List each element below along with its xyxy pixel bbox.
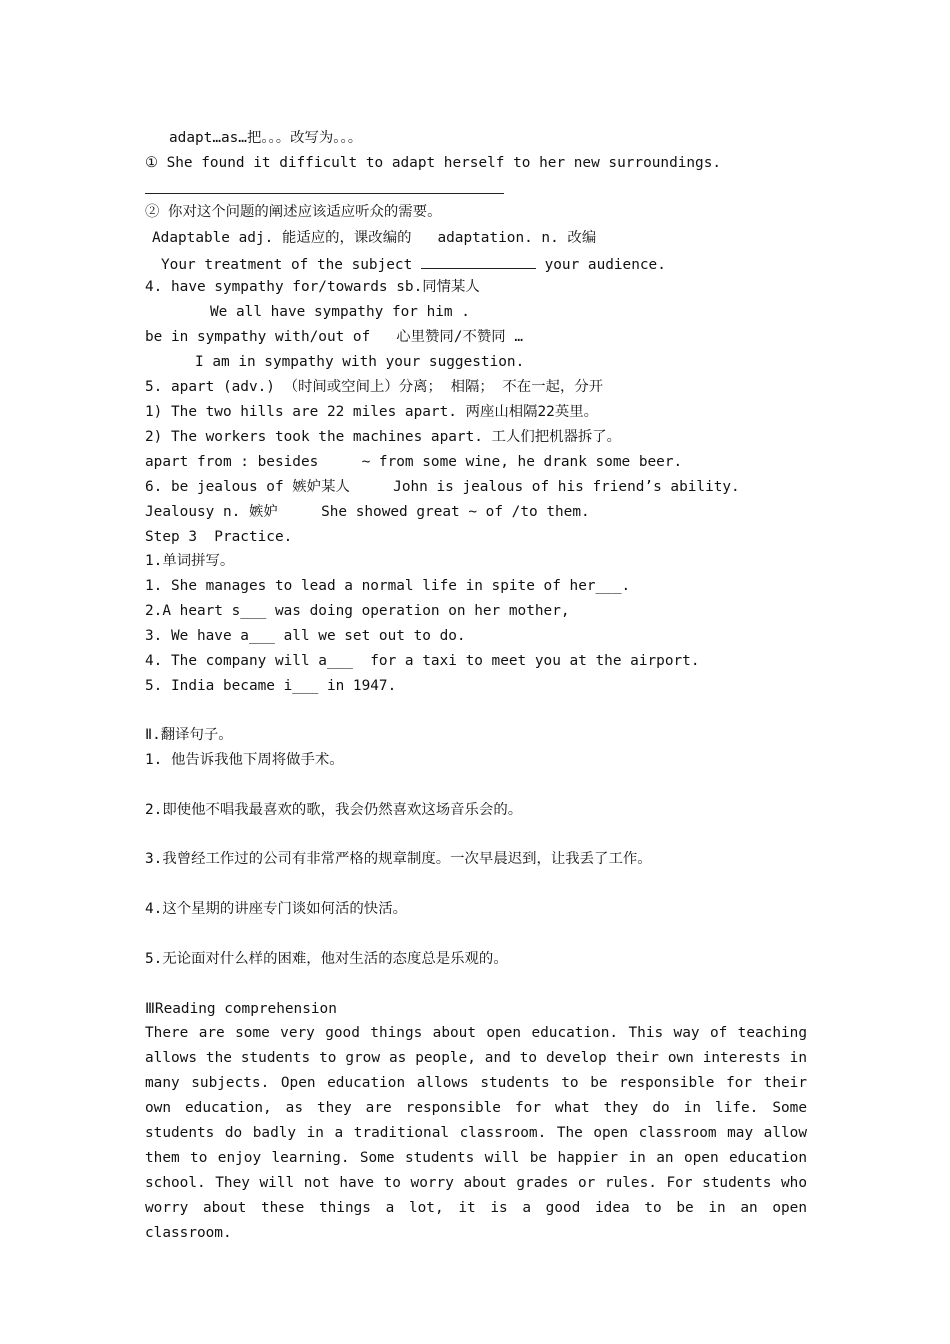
adaptable-definition: Adaptable adj. 能适应的，课改编的 adaptation. n. 改编: [152, 230, 597, 246]
answer-blank-line: [145, 193, 504, 194]
spelling-item-2: 2.A heart s___ was doing operation on her mother,: [145, 603, 570, 619]
translation-item-3: 3.我曾经工作过的公司有非常严格的规章制度。一次早晨迟到，让我丢了工作。: [145, 851, 652, 867]
example-sentence-2: ② 你对这个问题的阐述应该适应听众的需要。: [145, 204, 442, 220]
jealous-heading: 6. be jealous of 嫉妒某人 John is jealous of his friend’s ability.: [145, 479, 740, 495]
sympathy-heading: 4. have sympathy for/towards sb.同情某人: [145, 279, 480, 295]
apart-from-line: apart from : besides ~ from some wine, he drank some beer.: [145, 454, 683, 470]
in-sympathy-example: I am in sympathy with your suggestion.: [195, 354, 525, 370]
spelling-item-3: 3. We have a___ all we set out to do.: [145, 628, 466, 644]
sympathy-example: We all have sympathy for him .: [210, 304, 470, 320]
translation-item-1: 1. 他告诉我他下周将做手术。: [145, 752, 344, 768]
translation-heading: Ⅱ.翻译句子。: [145, 727, 233, 743]
translation-item-2: 2.即使他不唱我最喜欢的歌，我会仍然喜欢这场音乐会的。: [145, 802, 523, 818]
jealousy-line: Jealousy n. 嫉妒 She showed great ~ of /to them.: [145, 504, 590, 520]
example-sentence-1: ① She found it difficult to adapt herself to her new surroundings.: [145, 155, 722, 171]
treatment-sentence-end: your audience.: [535, 257, 666, 273]
apart-heading: 5. apart (adv.) （时间或空间上）分离； 相隔； 不在一起，分开: [145, 379, 604, 395]
treatment-sentence-start: Your treatment of the subject: [161, 257, 421, 273]
spelling-item-1: 1. She manages to lead a normal life in spite of her___.: [145, 578, 631, 594]
translation-item-5: 5.无论面对什么样的困难，他对生活的态度总是乐观的。: [145, 951, 508, 967]
treatment-blank: [421, 253, 536, 269]
apart-example-1: 1) The two hills are 22 miles apart. 两座山相隔22英里。: [145, 404, 599, 420]
translation-item-4: 4.这个星期的讲座专门谈如何活的快活。: [145, 901, 407, 917]
adapt-as-heading: adapt…as…把。。。改写为。。。: [169, 130, 363, 146]
in-sympathy-phrase: be in sympathy with/out of 心里赞同/不赞同 …: [145, 329, 523, 345]
step3-heading: Step 3 Practice.: [145, 529, 293, 545]
spelling-item-5: 5. India became i___ in 1947.: [145, 678, 397, 694]
spelling-heading: 1.单词拼写。: [145, 553, 235, 569]
spelling-item-4: 4. The company will a___ for a taxi to meet you at the airport.: [145, 653, 700, 669]
reading-heading: ⅢReading comprehension: [145, 1001, 337, 1017]
apart-example-2: 2) The workers took the machines apart. 工人们把机器拆了。: [145, 429, 622, 445]
treatment-sentence: [161, 253, 666, 273]
reading-paragraph: There are some very good things about open education. This way of teaching allows the students to grow as people, and to develop their own interests in many subjects. Open education allows students to be responsible for their own education, as they are responsible for what they do in life. Some students do badly in a traditional classroom. The open classroom may allow them to enjoy learning. Some students will be happier in an open education school. They will not have to worry about grades or rules. For students who worry about these things a lot, it is a good idea to be in an open classroom.: [145, 1025, 807, 1241]
